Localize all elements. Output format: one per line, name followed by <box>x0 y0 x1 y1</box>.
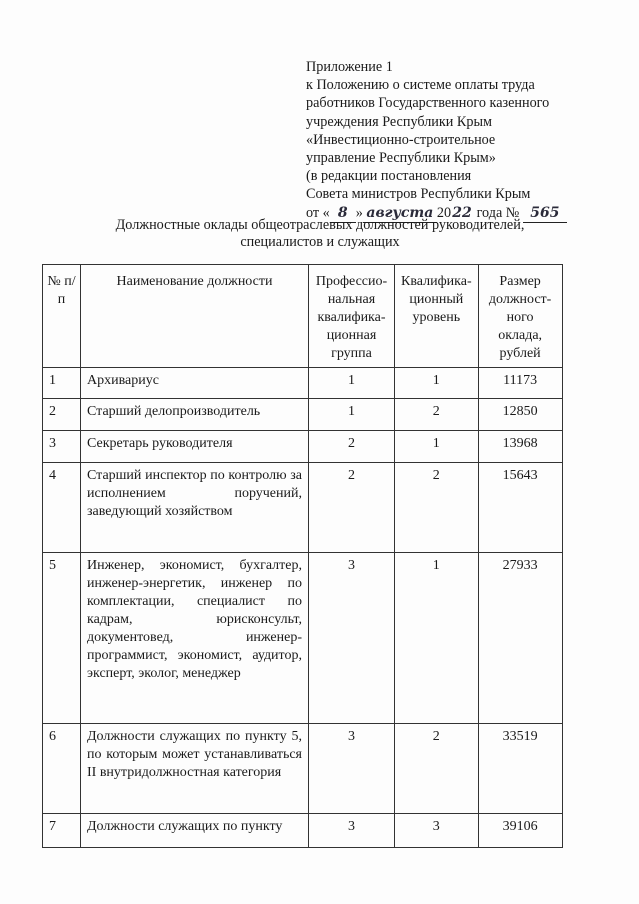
row-salary: 13968 <box>478 431 562 463</box>
row-salary: 33519 <box>478 724 562 814</box>
row-num: 6 <box>43 724 81 814</box>
row-num: 1 <box>43 368 81 399</box>
row-group: 1 <box>309 399 395 431</box>
row-name: Старший инспектор по контролю за исполнением поручений, заведующий хозяйством <box>81 463 309 553</box>
appendix-line: управление Республики Крым» <box>306 150 496 167</box>
row-group: 3 <box>309 724 395 814</box>
appendix-line: Совета министров Республики Крым <box>306 186 531 203</box>
document-title <box>40 217 600 251</box>
row-name: Инженер, экономист, бухгалтер, инженер-энергетик, инженер по комплектации, специалист по кадрам, юрисконсульт, документовед, инженер-программист, экономист, аудитор, эксперт, эколог, менеджер <box>81 553 309 724</box>
table-row <box>43 463 563 553</box>
handwritten-day: 8 <box>330 204 356 223</box>
row-name: Архивариус <box>81 368 309 399</box>
row-num: 7 <box>43 814 81 848</box>
row-salary: 12850 <box>478 399 562 431</box>
row-num: 2 <box>43 399 81 431</box>
table-row <box>43 814 563 848</box>
row-level: 2 <box>395 463 479 553</box>
title-line-1: Должностные оклады общеотраслевых должностей руководителей, <box>115 217 525 233</box>
table-row <box>43 368 563 399</box>
row-group: 2 <box>309 463 395 553</box>
header-name: Наименование должности <box>81 265 309 368</box>
title-line-2: специалистов и служащих <box>240 234 400 250</box>
handwritten-month: августа <box>363 204 437 223</box>
header-level: Квалифика-ционный уровень <box>395 265 479 368</box>
row-num: 4 <box>43 463 81 553</box>
row-name: Старший делопроизводитель <box>81 399 309 431</box>
row-level: 2 <box>395 399 479 431</box>
date-year-word: года № <box>476 204 520 221</box>
row-salary: 11173 <box>478 368 562 399</box>
row-group: 3 <box>309 814 395 848</box>
header-salary: Размер должност-ного оклада, рублей <box>478 265 562 368</box>
appendix-line: Приложение 1 <box>306 59 393 75</box>
appendix-header <box>306 58 626 223</box>
row-group: 3 <box>309 553 395 724</box>
handwritten-number: 565 <box>523 204 567 223</box>
table-header-row <box>43 265 563 368</box>
row-name: Должности служащих по пункту 5, по которым может устанавливаться II внутридолжностная категория <box>81 724 309 814</box>
table-row <box>43 724 563 814</box>
row-salary: 27933 <box>478 553 562 724</box>
row-level: 1 <box>395 431 479 463</box>
row-name: Должности служащих по пункту <box>81 814 309 848</box>
table-row <box>43 431 563 463</box>
row-level: 1 <box>395 368 479 399</box>
appendix-line: (в редакции постановления <box>306 168 472 185</box>
date-day-close: » <box>355 204 363 221</box>
row-salary: 15643 <box>478 463 562 553</box>
appendix-line: учреждения Республики Крым <box>306 113 492 130</box>
row-name: Секретарь руководителя <box>81 431 309 463</box>
row-salary: 39106 <box>478 814 562 848</box>
header-group: Профессио-нальная квалифика-ционная группа <box>309 265 395 368</box>
row-group: 2 <box>309 431 395 463</box>
table-row <box>43 553 563 724</box>
appendix-line: «Инвестиционно-строительное <box>306 131 496 148</box>
row-num: 5 <box>43 553 81 724</box>
appendix-line: к Положению о системе оплаты труда <box>306 77 535 94</box>
row-num: 3 <box>43 431 81 463</box>
row-level: 3 <box>395 814 479 848</box>
row-group: 1 <box>309 368 395 399</box>
date-prefix: от « <box>306 204 330 221</box>
row-level: 1 <box>395 553 479 724</box>
header-num: № п/п <box>43 265 81 368</box>
salary-table <box>42 264 563 848</box>
handwritten-year: 22 <box>452 204 472 221</box>
table-row <box>43 399 563 431</box>
appendix-line: работников Государственного казенного <box>306 95 550 112</box>
date-year-prefix: 20 <box>436 204 452 221</box>
row-level: 2 <box>395 724 479 814</box>
